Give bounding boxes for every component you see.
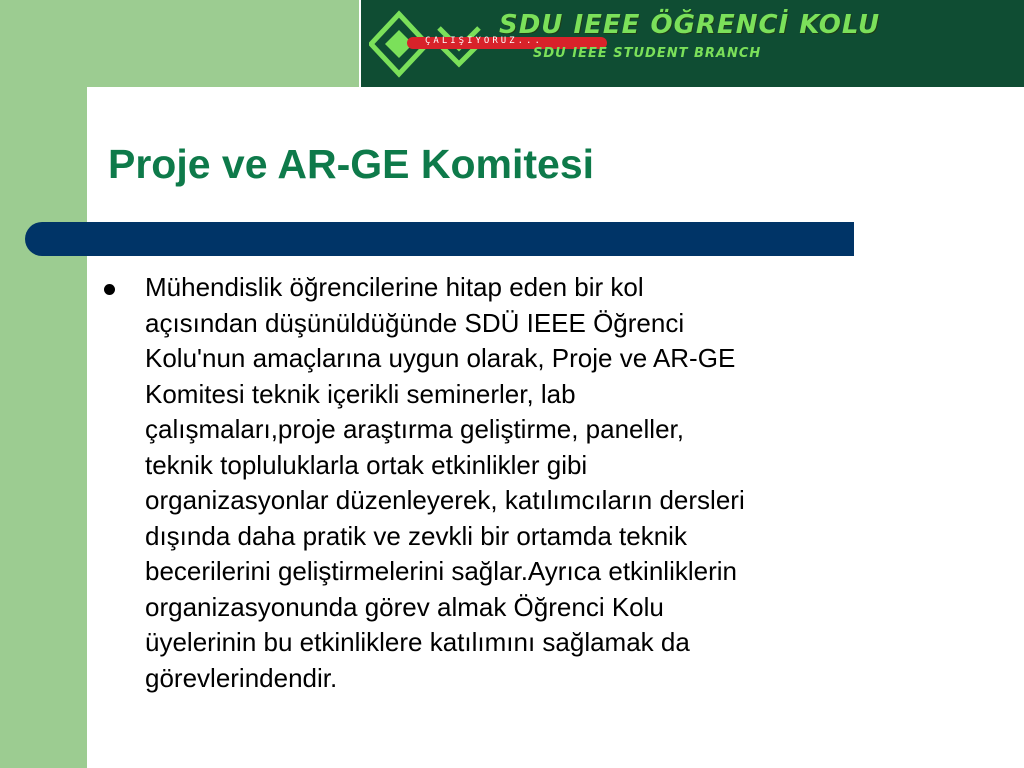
banner-ribbon-text: ÇALIŞIYORUZ...: [425, 36, 543, 46]
title-divider-bar: [25, 222, 854, 256]
banner-title: SDU IEEE ÖĞRENCİ KOLU: [499, 10, 881, 40]
left-side-strip: [0, 0, 87, 768]
slide-title: Proje ve AR-GE Komitesi: [108, 141, 595, 187]
header-banner: [359, 0, 1024, 87]
bullet-text: Mühendislik öğrencilerine hitap eden bir kol açısından düşünüldüğünde SDÜ IEEE Öğrenci Kolu'nun amaçlarına uygun olarak, Proje ve AR-GE Komitesi teknik içerikli seminerler, lab çalışmaları,proje araştırma geliştirme, paneller, teknik topluluklarla ortak etkinlikler gibi organizasyonlar düzenleyerek, katılımcıların dersleri dışında daha pratik ve zevkli bir ortamda teknik becerilerini geliştirmelerini sağlar.Ayrıca etkinliklerin organizasyonunda görev almak Öğrenci Kolu üyelerinin bu etkinliklere katılımını sağlamak da görevlerindendir.: [145, 272, 745, 693]
banner-subtitle: SDU IEEE STUDENT BRANCH: [533, 46, 762, 61]
bullet-icon: [104, 284, 115, 295]
